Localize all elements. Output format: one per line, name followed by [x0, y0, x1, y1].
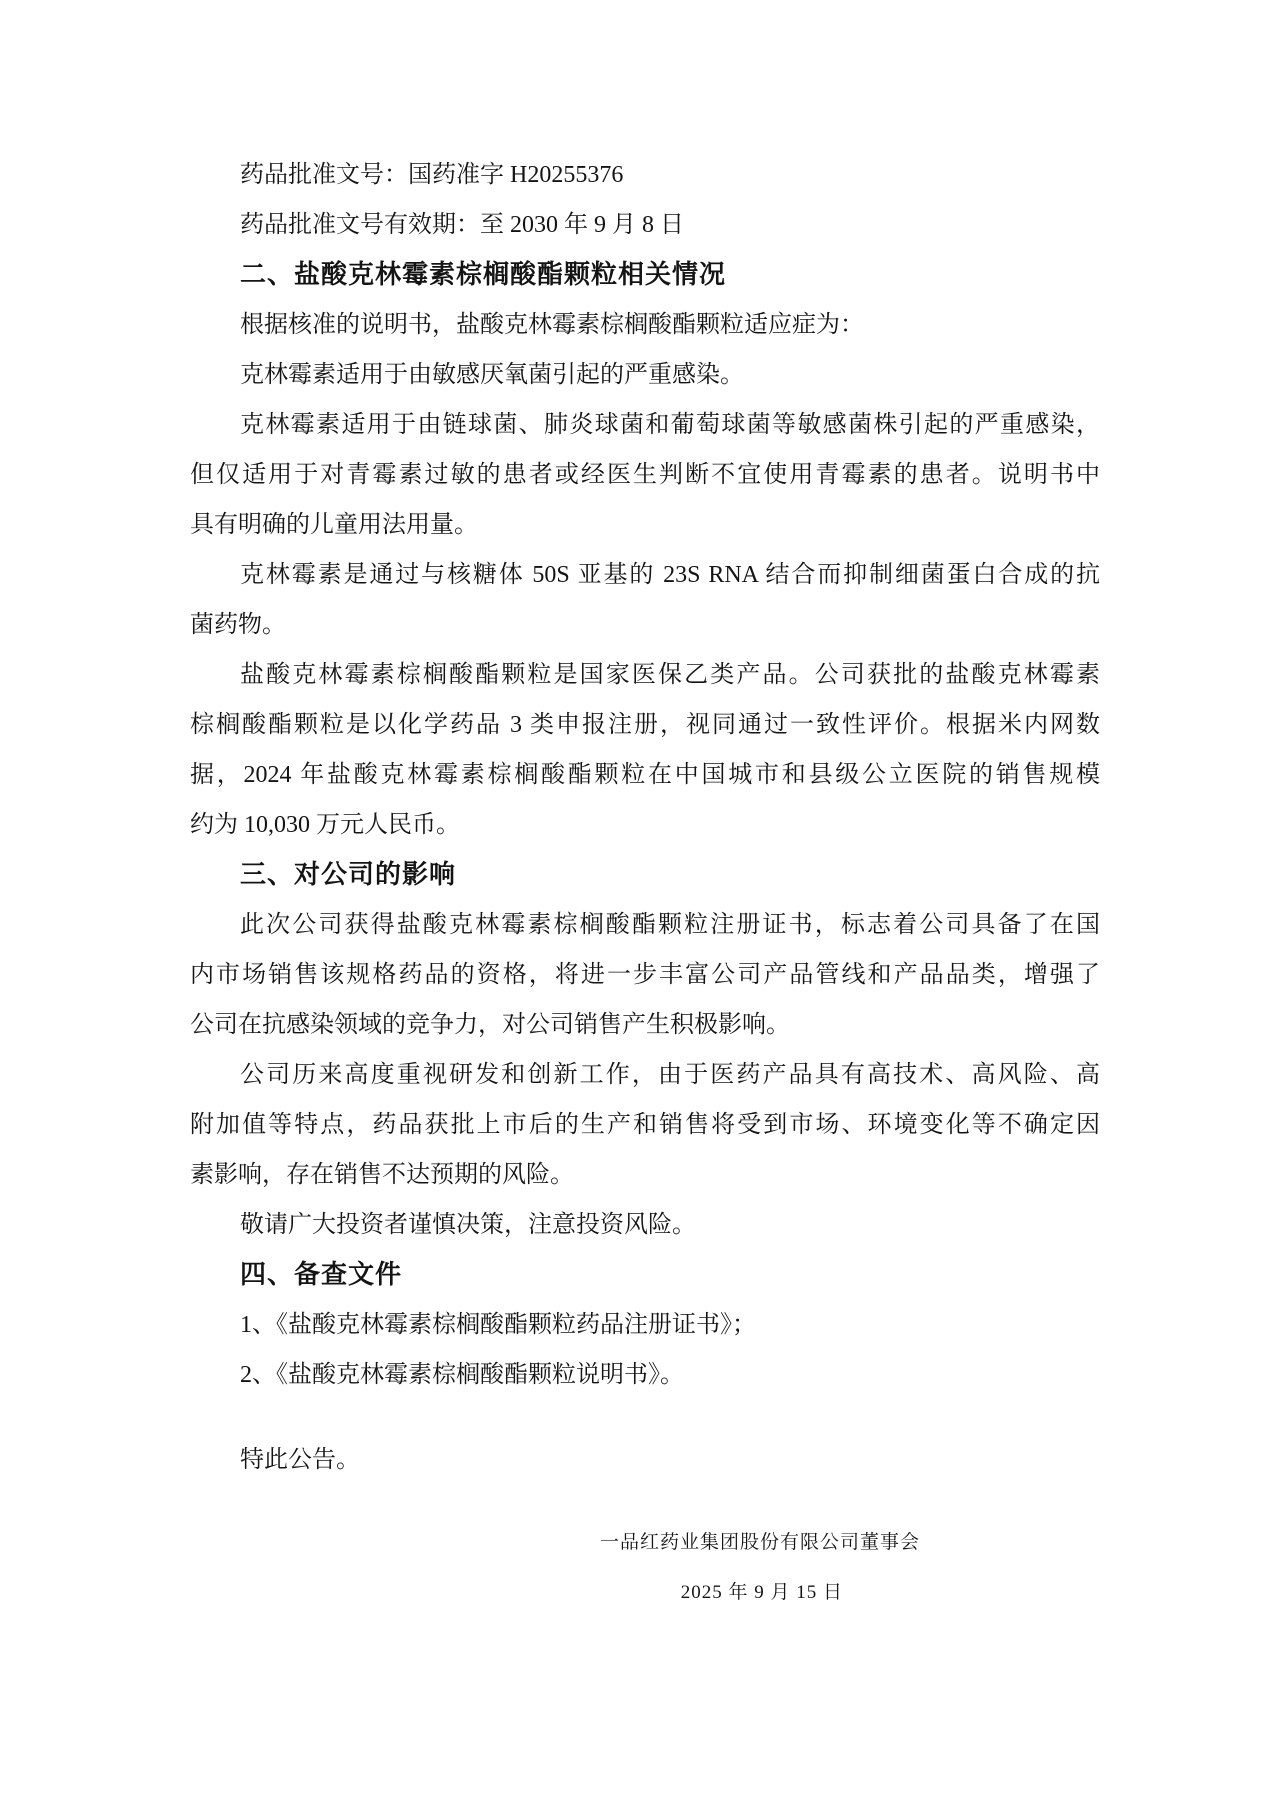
text-line: 附加值等特点，药品获批上市后的生产和销售将受到市场、环境变化等不确定因 — [190, 1112, 1100, 1138]
section-heading-two: 二、盐酸克林霉素棕榈酸酯颗粒相关情况 — [240, 260, 727, 289]
section-heading-four: 四、备查文件 — [240, 1260, 403, 1289]
text-line: 据，2024 年盐酸克林霉素棕榈酸酯颗粒在中国城市和县级公立医院的销售规模 — [190, 762, 1100, 788]
reference-document-1: 1、《盐酸克林霉素棕榈酸酯颗粒药品注册证书》； — [240, 1312, 756, 1338]
text-line: 但仅适用于对青霉素过敏的患者或经医生判断不宜使用青霉素的患者。说明书中 — [190, 462, 1100, 488]
paragraph-spacer — [190, 1400, 1100, 1435]
text-line: 菌药物。 — [190, 612, 286, 638]
text-line: 根据核准的说明书，盐酸克林霉素棕榈酸酯颗粒适应症为： — [240, 312, 864, 338]
text-line: 盐酸克林霉素棕榈酸酯颗粒是国家医保乙类产品。公司获批的盐酸克林霉素 — [240, 662, 1100, 688]
text-line: 素影响，存在销售不达预期的风险。 — [190, 1162, 574, 1188]
signature-date: 2025 年 9 月 15 日 — [680, 1582, 843, 1603]
text-line: 具有明确的儿童用法用量。 — [190, 512, 478, 538]
signature-company: 一品红药业集团股份有限公司董事会 — [599, 1532, 920, 1553]
text-line: 内市场销售该规格药品的资格，将进一步丰富公司产品管线和产品品类，增强了 — [190, 962, 1100, 988]
text-line: 公司历来高度重视研发和创新工作，由于医药产品具有高技术、高风险、高 — [240, 1062, 1100, 1088]
text-line: 此次公司获得盐酸克林霉素棕榈酸酯颗粒注册证书，标志着公司具备了在国 — [240, 912, 1100, 938]
text-line: 约为 10,030 万元人民币。 — [190, 812, 460, 838]
text-line: 克林霉素适用于由敏感厌氧菌引起的严重感染。 — [240, 362, 744, 388]
document-body — [190, 150, 1100, 1618]
paragraph-spacer — [190, 1485, 1100, 1518]
section-heading-three: 三、对公司的影响 — [240, 860, 457, 889]
approval-validity-line: 药品批准文号有效期：至 2030 年 9 月 8 日 — [240, 212, 684, 238]
reference-document-2: 2、《盐酸克林霉素棕榈酸酯颗粒说明书》。 — [240, 1362, 684, 1388]
text-line: 敬请广大投资者谨慎决策，注意投资风险。 — [240, 1212, 696, 1238]
text-line: 公司在抗感染领域的竞争力，对公司销售产生积极影响。 — [190, 1012, 790, 1038]
text-line: 克林霉素是通过与核糖体 50S 亚基的 23S RNA 结合而抑制细菌蛋白合成的抗 — [240, 562, 1100, 588]
text-line: 棕榈酸酯颗粒是以化学药品 3 类申报注册，视同通过一致性评价。根据米内网数 — [190, 712, 1100, 738]
approval-number-line: 药品批准文号：国药准字 H20255376 — [240, 162, 624, 188]
closing-line: 特此公告。 — [240, 1447, 360, 1473]
text-line: 克林霉素适用于由链球菌、肺炎球菌和葡萄球菌等敏感菌株引起的严重感染， — [240, 412, 1100, 438]
